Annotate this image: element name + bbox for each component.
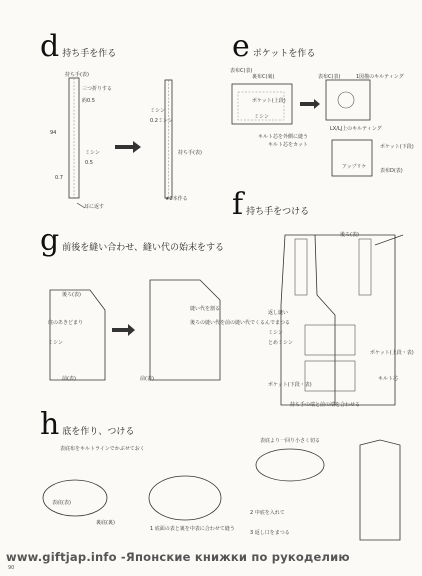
annotation: キルト芯: [378, 376, 398, 382]
annotation: 返し縫い: [268, 310, 289, 316]
annotation: 1図描のキルティング: [356, 74, 404, 80]
annotation: 3 返し口をまつる: [250, 530, 290, 536]
annotation: アップリケ: [342, 164, 367, 170]
annotation: キルト芯を外側に縫う: [258, 134, 308, 140]
section-title: ポケットを作る: [252, 49, 316, 59]
section-title: 持ち手をつける: [246, 207, 310, 217]
annotation: ミシン: [48, 340, 63, 346]
section-letter: h: [40, 407, 60, 442]
section-g-header: [40, 223, 224, 258]
handle-diagram: [55, 70, 205, 210]
annotation: 表底(表): [52, 500, 71, 506]
section-letter: d: [40, 29, 60, 64]
annotation: とめミシン: [268, 340, 293, 346]
annotation: ポケット(下段・表): [268, 382, 312, 388]
annotation: 持ち手(表): [65, 72, 89, 78]
watermark-footer: www.giftjap.info -Японские книжки по рукоделию: [6, 550, 350, 564]
annotation: 表底より一回り小さく切る: [260, 438, 321, 444]
annotation: 後ろ(表): [340, 232, 359, 238]
annotation: 0.7: [55, 175, 63, 181]
annotation: ミシン: [150, 108, 165, 114]
annotation: 表底布をキルトラインでかぶせておく: [60, 446, 145, 452]
annotation: ポケット(上段・表): [370, 350, 414, 356]
annotation: ミシン: [85, 150, 100, 156]
bottom-diagram: [40, 440, 410, 550]
annotation: ミシン: [268, 330, 283, 336]
section-e-header: [232, 29, 316, 64]
annotation: ミシン: [254, 114, 269, 120]
seam-diagram: [40, 270, 270, 390]
annotation: 2 中底を入れて: [250, 510, 285, 516]
section-f-header: [232, 187, 310, 222]
section-letter: f: [232, 187, 244, 222]
section-d-header: [40, 29, 117, 64]
section-letter: g: [40, 223, 60, 258]
annotation: 底のあきどまり: [48, 320, 84, 326]
annotation: 前(表): [140, 376, 154, 382]
page-number: 90: [8, 565, 15, 571]
annotation: 0.2ミシン: [150, 118, 173, 124]
annotation: 三つ折りする: [82, 86, 113, 92]
annotation: ポケット(上段): [252, 98, 286, 104]
annotation: 表布D(表): [380, 168, 403, 174]
annotation: ★2本作る: [165, 196, 188, 202]
annotation: 持ち手(表): [178, 150, 202, 156]
annotation: 縫い代を割る: [190, 306, 221, 312]
annotation: 0.5: [85, 160, 93, 166]
annotation: キルト芯をカット: [268, 142, 308, 148]
annotation: 約0.5: [82, 98, 95, 104]
annotation: 耳に返す: [84, 204, 105, 210]
annotation: 表布C(表): [230, 68, 253, 74]
section-title: 底を作り、つける: [62, 427, 135, 437]
section-title: 前後を縫い合わせ、縫い代の始末をする: [62, 243, 224, 253]
annotation: 裏底(裏): [96, 520, 115, 526]
annotation: 持ち手の端と前の端を合わせる: [290, 402, 361, 408]
annotation: 後ろ(表): [62, 292, 81, 298]
annotation: 1 底面の表と裏を中表に合わせて縫う: [150, 526, 235, 532]
annotation: 表布C(表): [318, 74, 341, 80]
annotation: 94: [50, 130, 57, 136]
annotation: 前(表): [62, 376, 76, 382]
annotation: LX/LJ上のキルティング: [330, 126, 382, 132]
section-title: 持ち手を作る: [62, 49, 117, 59]
section-h-header: [40, 407, 135, 442]
annotation: 裏布C(裏): [252, 74, 275, 80]
annotation: 後ろの縫い代を前の縫い代でくるんでまつる: [190, 320, 291, 326]
annotation: ポケット(下段): [380, 144, 414, 150]
section-letter: e: [232, 29, 250, 64]
